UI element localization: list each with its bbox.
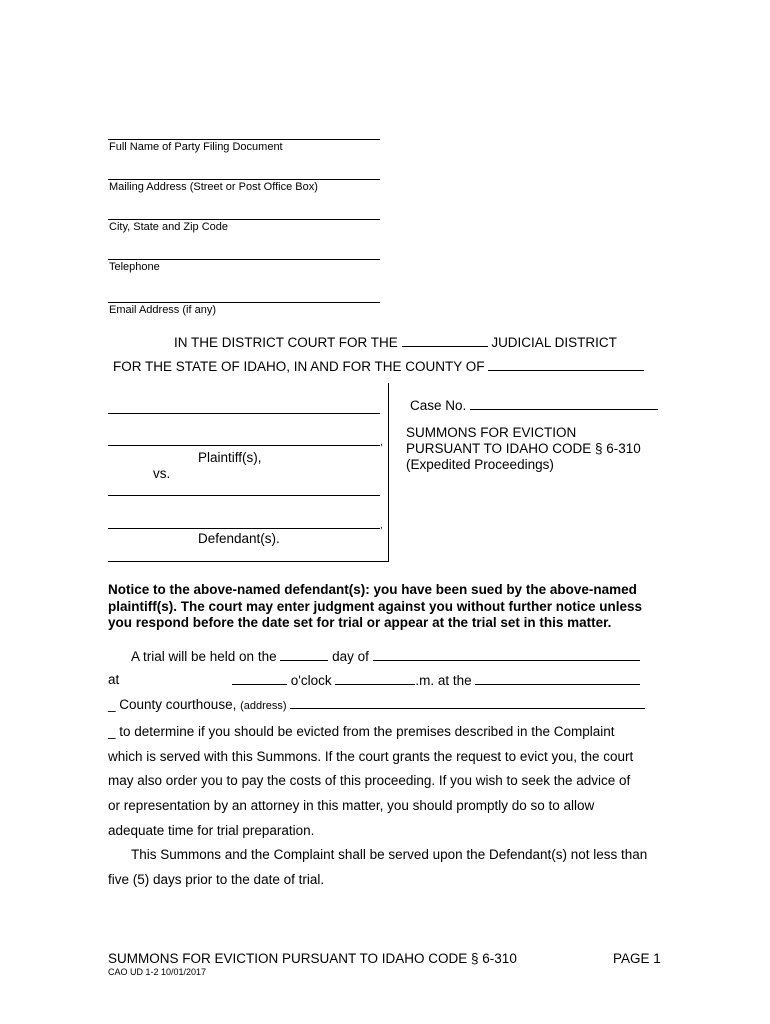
title-line3: (Expedited Proceedings) <box>406 457 554 472</box>
courthouse-address-blank[interactable] <box>290 696 645 709</box>
body-line4: or representation by an attorney in this matter, you should promptly do so to allow <box>108 798 595 814</box>
notice-paragraph <box>108 582 642 632</box>
trial-hour-blank[interactable] <box>232 672 287 685</box>
court-line1-prefix: IN THE DISTRICT COURT FOR THE <box>174 335 398 350</box>
city-state-zip-label: City, State and Zip Code <box>109 221 229 233</box>
caption-divider <box>388 383 389 562</box>
court-heading-line1 <box>174 334 617 350</box>
email-line[interactable] <box>108 302 380 303</box>
full-name-label: Full Name of Party Filing Document <box>109 141 283 153</box>
footer-form-code: CAO UD 1-2 10/01/2017 <box>108 967 207 977</box>
trial-month-blank[interactable] <box>373 648 640 661</box>
case-no-label: Case No. <box>410 398 467 413</box>
court-line1-suffix: JUDICIAL DISTRICT <box>491 335 617 350</box>
oclock-label: o'clock <box>290 673 332 688</box>
defendant-name-line-1[interactable] <box>108 495 380 496</box>
footer-title: SUMMONS FOR EVICTION PURSUANT TO IDAHO CODE § 6-310 <box>108 951 517 966</box>
footer-page: PAGE 1 <box>613 951 661 966</box>
am-pm-blank[interactable] <box>335 672 415 685</box>
trial-date-row <box>131 648 640 664</box>
title-line1: SUMMONS FOR EVICTION <box>406 425 577 440</box>
mailing-address-line[interactable] <box>108 179 380 180</box>
body-line5: adequate time for trial preparation. <box>108 822 315 838</box>
case-number-blank[interactable] <box>470 397 658 410</box>
plaintiff-label: Plaintiff(s), <box>198 450 262 465</box>
plaintiff-name-line-2[interactable] <box>108 445 380 446</box>
county-courthouse-label: _ County courthouse, <box>108 697 237 712</box>
plaintiff-name-line-1[interactable] <box>108 413 380 414</box>
judicial-district-blank[interactable] <box>402 334 488 347</box>
service-paragraph <box>108 843 647 892</box>
defendant-label: Defendant(s). <box>198 531 280 546</box>
document-title <box>406 425 641 473</box>
email-label: Email Address (if any) <box>109 304 216 316</box>
courthouse-row <box>108 696 645 712</box>
defendant-comma: , <box>380 520 383 531</box>
notice-line1: Notice to the above-named defendant(s): you have been sued by the above-named <box>108 582 637 597</box>
mailing-address-label: Mailing Address (Street or Post Office Box) <box>109 181 318 193</box>
service-line1: This Summons and the Complaint shall be served upon the Defendant(s) not less than <box>131 847 648 862</box>
court-line2-prefix: FOR THE STATE OF IDAHO, IN AND FOR THE COUNTY OF <box>113 359 485 374</box>
m-at-the-label: .m. at the <box>415 673 472 688</box>
trial-at-label: at <box>108 672 120 687</box>
body-line2: which is served with this Summons. If the court grants the request to evict you, the court <box>108 748 634 764</box>
plaintiff-comma: , <box>380 437 383 448</box>
county-blank[interactable] <box>488 358 644 371</box>
vs-label: vs. <box>153 466 171 481</box>
trial-intro: A trial will be held on the <box>131 649 277 664</box>
notice-line2: plaintiff(s). The court may enter judgment against you without further notice unless <box>108 598 643 614</box>
telephone-line[interactable] <box>108 259 380 260</box>
courthouse-county-blank[interactable] <box>475 672 640 685</box>
trial-day-blank[interactable] <box>280 648 328 661</box>
address-hint: (address) <box>240 700 287 712</box>
trial-time-row <box>232 672 640 688</box>
defendant-name-line-2[interactable] <box>108 528 380 529</box>
notice-line3: you respond before the date set for trial or appear at the trial set in this matter. <box>108 615 612 630</box>
caption-bottom-rule <box>108 561 389 562</box>
body-line3: may also order you to pay the costs of this proceeding. If you wish to seek the advice of <box>108 773 631 789</box>
trial-body-paragraph <box>108 720 633 844</box>
full-name-line[interactable] <box>108 139 380 140</box>
body-line1: _ to determine if you should be evicted from the premises described in the Complaint <box>108 724 615 739</box>
telephone-label: Telephone <box>109 261 160 273</box>
service-line2: five (5) days prior to the date of trial. <box>108 871 325 887</box>
title-line2: PURSUANT TO IDAHO CODE § 6-310 <box>406 441 641 456</box>
trial-day-of: day of <box>332 649 369 664</box>
case-number-row <box>410 397 658 413</box>
court-heading-line2 <box>113 358 644 374</box>
city-state-zip-line[interactable] <box>108 219 380 220</box>
